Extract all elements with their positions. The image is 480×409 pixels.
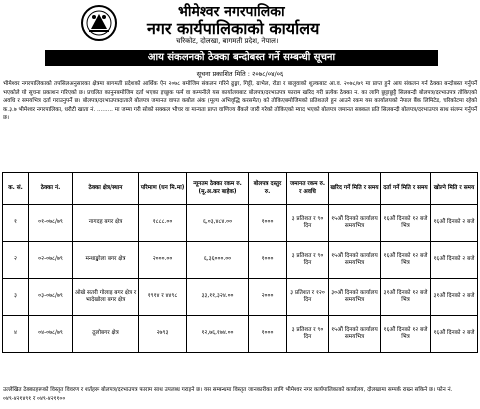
table-cell: ठूलोबगर क्षेत्र [73, 316, 139, 353]
col-header: खरिद गर्ने मिति र समय [329, 173, 381, 205]
table-cell: ३ प्रतिशत र १२० दिन [287, 279, 329, 316]
table-row [3, 205, 478, 242]
publish-date: सूचना प्रकाशित मिति : २०७८/०४/०६ [196, 70, 284, 78]
table-cell: ६,०३,४८४.०० [187, 205, 249, 242]
table-row [3, 242, 478, 279]
table-cell: १६औं दिनको १२ बजे भित्र [381, 242, 431, 279]
table-cell: ३ प्रतिशत र ९० दिन [287, 205, 329, 242]
col-header: ठेक्का क्षेत्र/स्थान [73, 173, 139, 205]
notice-body: भीमेश्वर नगरपालिकाको तपसिलअनुसारका क्षेत्रमा बागमती प्रदेशको आर्थिक ऐन २०७८ बमोजिम संकलन गरिने ढुङ्गा, गिट्टी, ग्राभेल, रोडा र बालुवाको शुल्कबाट आ.व. २०७८/७९ मा प्राप्त हुने आय संकलन गर्न ठेक्का बन्दोबस्त गर्नुपर्ने भएकोले यो सूचना प्रकाशन गरिएको छ। प्रचलित कानुनबमोजिम दर्ता भएका इच्छुक फर्म वा कम्पनीले यस कार्यालयबाट बोलपत्र/दरभाउपत्र फाराम खरिद गरी प्रत्येक ठेक्का न. का लागि छुट्टाछुट्टै सिलबन्दी बोलपत्र/दरभाउपत्र तोकिएको अवधि र समयभित्र दर्ता गराउनुपर्ने छ। बोलपत्र/दरभाउपत्रदाताले बोलपत्र जमानत वापत कबोल अंक (मूल्य अभिवृद्धि करसमेत) को तोकिएबमोजिमको प्रतिशतले हुन आउने रकम यस कार्यालयको नेपाल बैंक लिमिटेड, चरिकोटमा रहेको क.३.७ भीमेश्वर नगरपालिका, धरौटी खाता नं. ......... मा जम्मा गरी सोको सक्कल भौचर वा मान्यता प्राप्त वाणिज्य बैंकले जारी गरेको तोकिएको म्याद भएको बोलपत्र जमानत सक्कल प्रति सिलबन्दी बोलपत्र/दरभाउपत्र साथ संलग्न गर्नुपर्ने छ। [3, 81, 477, 122]
col-header: परिमाण (घन मि.मा) [139, 173, 187, 205]
table-cell: १००० [249, 316, 287, 353]
table-cell: ओखे सतरी गोलाइ बगर क्षेत्र र भादेखोला बगर क्षेत्र [73, 279, 139, 316]
table-cell: २००० [249, 279, 287, 316]
table-cell: १२,७६,१७४.०० [187, 316, 249, 353]
col-header: जमानत रकम रु. र अवधि [287, 173, 329, 205]
table-cell: २७९३ [139, 316, 187, 353]
table-cell: ३१औं दिनको १२ बजे भित्र [381, 279, 431, 316]
table-cell: १६औं दिनको २ बजे [431, 242, 478, 279]
notice-footer: उल्लेखित ठेक्काहरूको विस्तृत विवरण र शर्तहरू बोलपत्र/दरभाउपत्र फाराम साथ उपलब्ध गराइने छ। यस सम्बन्धमा विस्तृत जानकारीका लागि भीमेश्वर नगर कार्यपालिकाको कार्यालय, दोलखामा सम्पर्क राख्न सकिने छ। फोन नं. ०४९-४२१४९१ र ०४९-४२११०० [3, 387, 453, 402]
col-header: खोल्ने मिति र समय [431, 173, 478, 205]
office-name: नगर कार्यपालिकाको कार्यालय [147, 19, 320, 38]
table-cell: १६औं दिनको १२ बजे भित्र [381, 316, 431, 353]
table-cell: मन्थाङ्खोला बगर क्षेत्र [73, 242, 139, 279]
table-cell: ३१औं दिनको २ बजे [431, 279, 478, 316]
table-cell: १६औं दिनको २ बजे [431, 205, 478, 242]
table-cell: ०२-०७८/७९ [29, 242, 73, 279]
table-cell: १९१४ र ४४९८ [139, 279, 187, 316]
col-header: दर्ता गर्ने मिति र समय [381, 173, 431, 205]
table-cell: १००० [249, 205, 287, 242]
letterhead [0, 0, 480, 48]
table-cell: ०३-०७८/७९ [29, 279, 73, 316]
government-emblem-icon [80, 4, 118, 42]
contract-table [2, 172, 478, 353]
municipality-name: भीमेश्वर नगरपालिका [178, 4, 285, 20]
table-row [3, 279, 478, 316]
col-header: ठेक्का नं. [29, 173, 73, 205]
table-cell: २ [3, 242, 29, 279]
table-cell: १५औं दिनको कार्यालय समयभित्र [329, 316, 381, 353]
table-cell: ३ प्रतिशत र ९० दिन [287, 316, 329, 353]
table-cell: १५औं दिनको कार्यालय समयभित्र [329, 205, 381, 242]
table-cell: २०००.०० [139, 242, 187, 279]
table-cell: ०४-०७८/७९ [29, 316, 73, 353]
table-cell: ४ [3, 316, 29, 353]
table-cell: १ [3, 205, 29, 242]
table-cell: १६औं दिनको १२ बजे भित्र [381, 205, 431, 242]
office-address: चरिकोट, दोलखा, बागमती प्रदेश, नेपाल। [176, 37, 279, 45]
table-cell: ३ प्रतिशत र ९० दिन [287, 242, 329, 279]
notice-title: आय संकलनको ठेक्का बन्दोबस्त गर्ने सम्बन्धी सूचना [45, 50, 438, 66]
table-cell: नागदह बगर क्षेत्र [73, 205, 139, 242]
col-header: क. सं. [3, 173, 29, 205]
col-header: बोलपत्र दस्तुर रु. [249, 173, 287, 205]
table-cell: १००० [249, 242, 287, 279]
table-cell: १६औं दिनको २ बजे [431, 316, 478, 353]
table-cell: १८८८.०० [139, 205, 187, 242]
table-cell: ६,३६०००.०० [187, 242, 249, 279]
table-row [3, 316, 478, 353]
table-cell: ०१-०७८/७९ [29, 205, 73, 242]
table-cell: १५औं दिनको कार्यालय समयभित्र [329, 242, 381, 279]
table-cell: ३३,११,३२४.०० [187, 279, 249, 316]
col-header: न्यूनतम ठेक्का रकम रु. (मू.अ.कर बाहेक) [187, 173, 249, 205]
table-header-row [3, 173, 478, 205]
table-cell: ३ [3, 279, 29, 316]
table-cell: ३०औं दिनको कार्यालय समयभित्र [329, 279, 381, 316]
